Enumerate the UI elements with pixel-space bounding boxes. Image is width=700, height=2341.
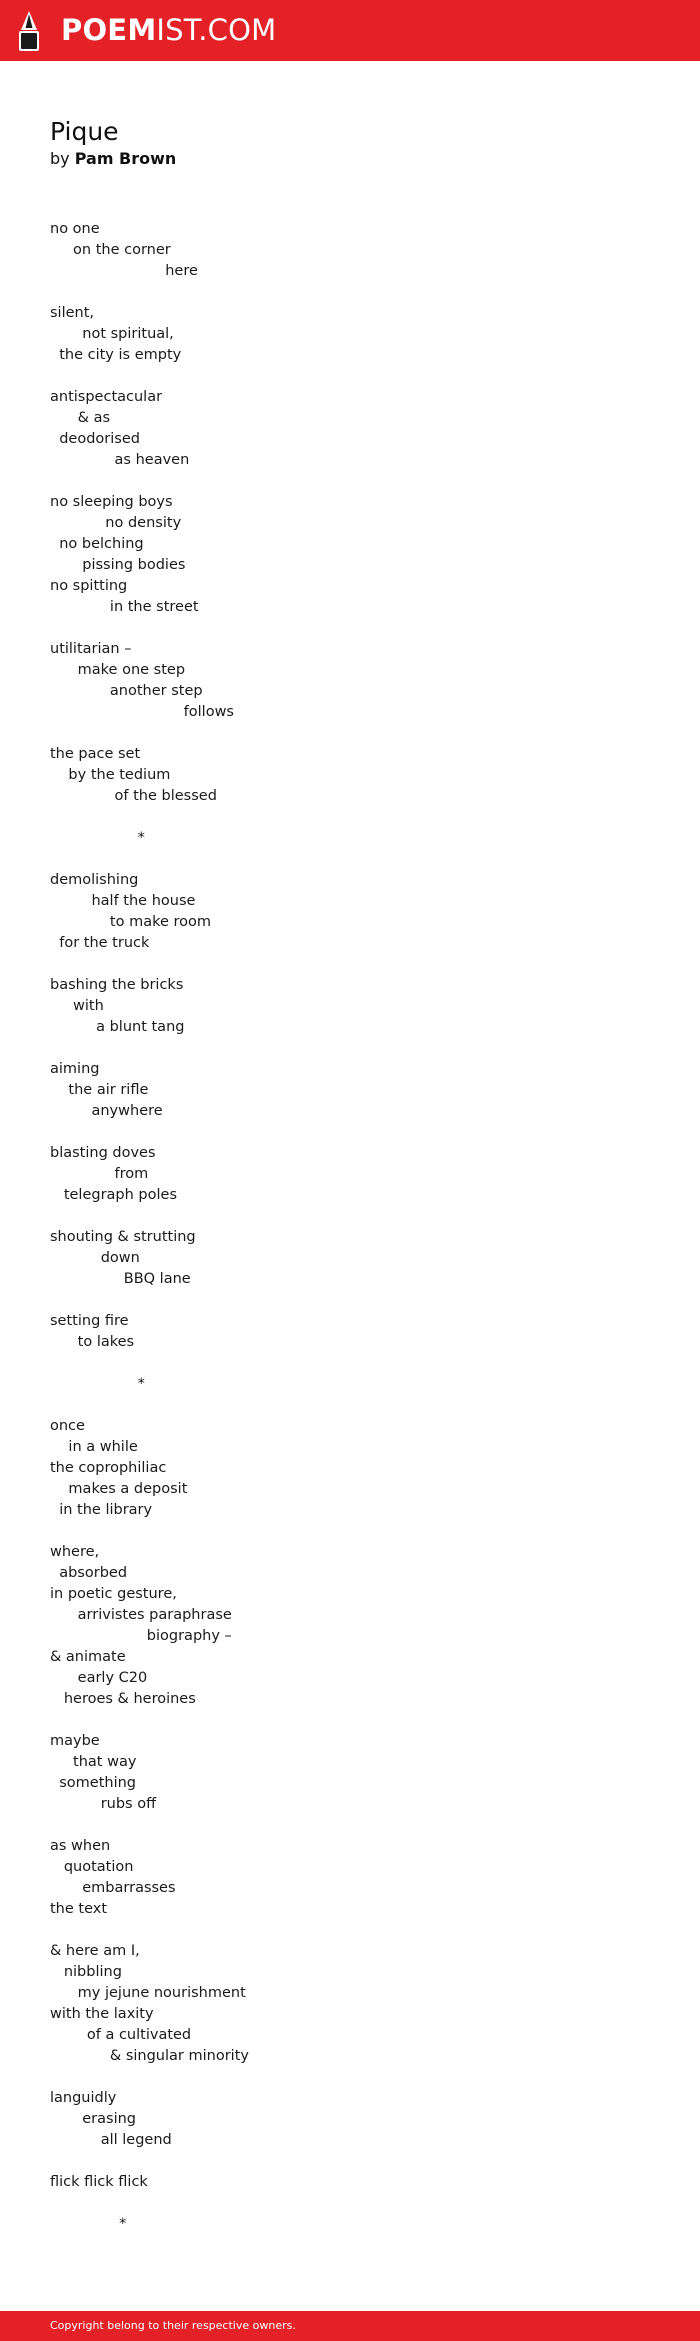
poem-line: nibbling (50, 1964, 122, 1980)
poem-line: of the blessed (50, 788, 217, 804)
poem-line: for the truck (50, 935, 150, 951)
poem-line (50, 2067, 650, 2088)
poem-line: & singular minority (50, 2048, 249, 2064)
poem-line: aiming (50, 1061, 100, 1077)
poem-line (50, 723, 650, 744)
poem-line (50, 618, 650, 639)
poem-line: to make room (50, 914, 212, 930)
poem-line: my jejune nourishment (50, 1985, 246, 2001)
poem-line (50, 1206, 650, 1227)
poem-line: no sleeping boys (50, 494, 173, 510)
poem-line (50, 1290, 650, 1311)
poem-line: from (50, 1166, 149, 1182)
poem-line: telegraph poles (50, 1187, 178, 1203)
poem-line (50, 471, 650, 492)
poem-line (50, 366, 650, 387)
poem-line: no belching (50, 536, 144, 552)
poem-line: in poetic gesture, (50, 1586, 177, 1602)
poem-line: blasting doves (50, 1145, 156, 1161)
poem-line: flick flick flick (50, 2174, 148, 2190)
poem-line: rubs off (50, 1796, 157, 1812)
pen-nib-icon[interactable] (18, 10, 40, 52)
poem-line (50, 282, 650, 303)
poem-line: by the tedium (50, 767, 171, 783)
poem-line: all legend (50, 2132, 172, 2148)
poem-line: embarrasses (50, 1880, 176, 1896)
poem-line: maybe (50, 1733, 100, 1749)
poem-line: of a cultivated (50, 2027, 192, 2043)
site-header (0, 0, 700, 61)
poem-line: the pace set (50, 746, 141, 762)
site-footer (0, 2311, 700, 2341)
poem-line: in the library (50, 1502, 153, 1518)
poem-line: biography – (50, 1628, 232, 1644)
poem-line: in the street (50, 599, 199, 615)
stanza-separator: * (50, 1376, 145, 1392)
byline (50, 148, 650, 170)
poem-line: & as (50, 410, 111, 426)
poem-line: in a while (50, 1439, 138, 1455)
poem-line (50, 1521, 650, 1542)
poem-line (50, 1920, 650, 1941)
poem-line: half the house (50, 893, 196, 909)
brand-name-bold: POEM (61, 13, 157, 47)
poem-line: to lakes (50, 1334, 135, 1350)
poem-line: languidly (50, 2090, 117, 2106)
poem-line: a blunt tang (50, 1019, 185, 1035)
poem-line: & here am I, (50, 1943, 140, 1959)
poem-line: no density (50, 515, 182, 531)
poem-line: with (50, 998, 104, 1014)
poem-line: another step (50, 683, 203, 699)
poem-line: BBQ lane (50, 1271, 191, 1287)
copyright-text: Copyright belong to their respective owners. (50, 2319, 296, 2332)
poem-line: here (50, 263, 198, 279)
poem-line: & animate (50, 1649, 126, 1665)
poem-line: makes a deposit (50, 1481, 188, 1497)
poem-line: antispectacular (50, 389, 163, 405)
poem-line: where, (50, 1544, 100, 1560)
poem-line: that way (50, 1754, 137, 1770)
poem-line: arrivistes paraphrase (50, 1607, 232, 1623)
poem-line: down (50, 1250, 140, 1266)
poem-line: deodorised (50, 431, 140, 447)
poem-line (50, 1038, 650, 1059)
poem-line (50, 1122, 650, 1143)
stanza-separator: * (50, 830, 145, 846)
poem-line: erasing (50, 2111, 137, 2127)
poem-line (50, 1353, 650, 1374)
poem-line: pissing bodies (50, 557, 186, 573)
poem-line: as heaven (50, 452, 190, 468)
poem-line (50, 849, 650, 870)
poem-line (50, 1815, 650, 1836)
stanza-separator: * (50, 2216, 127, 2232)
poem-line: not spiritual, (50, 326, 174, 342)
poem-line: on the corner (50, 242, 171, 258)
poem-line: the city is empty (50, 347, 182, 363)
poem-line: make one step (50, 662, 186, 678)
poem-line (50, 954, 650, 975)
poem-line (50, 1710, 650, 1731)
poem-body (50, 219, 650, 2235)
site-logo[interactable] (61, 13, 277, 47)
poem-line: heroes & heroines (50, 1691, 196, 1707)
poem-line (50, 807, 650, 828)
poem-line: something (50, 1775, 136, 1791)
poem-line: quotation (50, 1859, 134, 1875)
poem-line: bashing the bricks (50, 977, 184, 993)
poem-line (50, 1395, 650, 1416)
poem-line: the text (50, 1901, 108, 1917)
poem-line: absorbed (50, 1565, 128, 1581)
poem-line: early C20 (50, 1670, 148, 1686)
poem-line: with the laxity (50, 2006, 154, 2022)
poem-line: silent, (50, 305, 95, 321)
poem-line: anywhere (50, 1103, 163, 1119)
poem-line: the air rifle (50, 1082, 149, 1098)
poem-line: demolishing (50, 872, 139, 888)
poem-line: shouting & strutting (50, 1229, 196, 1245)
poem-line (50, 2193, 650, 2214)
poem-line: as when (50, 1838, 111, 1854)
poem-line (50, 2151, 650, 2172)
poem-content (50, 116, 650, 2235)
poem-title: Pique (50, 117, 119, 146)
poem-line: no spitting (50, 578, 128, 594)
by-label: by (50, 149, 70, 168)
poem-line: setting fire (50, 1313, 129, 1329)
author-name[interactable]: Pam Brown (74, 149, 177, 168)
brand-name-light: IST.COM (156, 13, 277, 47)
poem-line: follows (50, 704, 234, 720)
poem-line: the coprophiliac (50, 1460, 167, 1476)
poem-line: once (50, 1418, 85, 1434)
poem-line: no one (50, 221, 100, 237)
poem-line: utilitarian – (50, 641, 132, 657)
